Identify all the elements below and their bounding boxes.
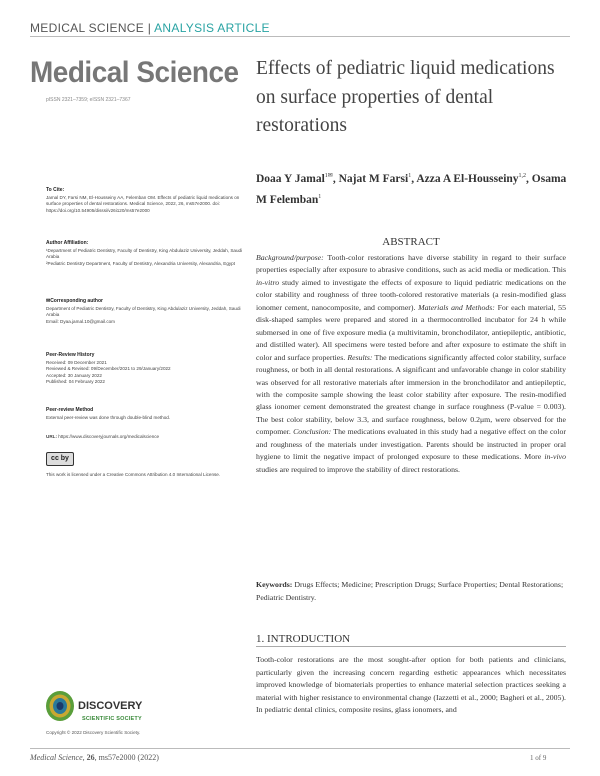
author-affiliation-mark: 1	[318, 193, 322, 200]
copyright-line: Copyright © 2022 Discovery Scientific Society.	[46, 730, 141, 735]
abstract-text: Tooth-color restorations have diverse stability in regard to their surface properties especially after exposure to abrasive conditions, such as acid media or medication. This	[256, 253, 566, 275]
author-separator: ,	[526, 172, 532, 185]
author-separator: ,	[332, 172, 339, 185]
article-title: Effects of pediatric liquid medications on surface properties of dental restorations	[256, 58, 555, 136]
abstract-heading: ABSTRACT	[382, 236, 440, 248]
url-label: URL:	[46, 434, 57, 439]
cc-license-icon[interactable]: cc by	[46, 452, 74, 466]
method-label: Peer-review Method	[46, 407, 94, 413]
method-text: External peer-review was done through double-blind method.	[46, 414, 171, 420]
peer-review-history	[46, 352, 246, 386]
author-affiliation-mark: 1	[408, 173, 412, 179]
issn-line: pISSN 2321–7359; eISSN 2321–7367	[46, 97, 131, 103]
introduction-heading: 1. INTRODUCTION	[256, 633, 351, 645]
abstract-paragraph	[256, 252, 566, 476]
abstract-text: studies are required to improve the stability of direct restorations.	[256, 464, 460, 474]
article-type: ANALYSIS ARTICLE	[154, 21, 270, 35]
journal-url-link[interactable]: https://www.discoveryjournals.org/medicalscience	[58, 434, 160, 439]
results-label: Results:	[347, 352, 373, 362]
history-received: Received: 09 December 2021	[46, 359, 107, 365]
license-text	[46, 472, 246, 479]
abstract-text: The medications evaluated in this study had a negative effect on the color and roughness of the materials under investigation. Parents should be instructed in proper oral hygiene to limit the negative impact of prolonged exposure to these medications. More	[256, 427, 566, 462]
author-list	[256, 167, 576, 209]
abstract-text: For each material, 55 disk-shaped samples were prepared and stored in a thermocontrolled incubator for 24 h while submersed in one of five exposure media (a multivitamin, bronchodilator, antiepileptic, antibiotic, and distilled water). All specimens were tested before and after exposure to estimate the shift in color and surface properties.	[256, 302, 566, 362]
cite-text: Jamal DY, Farsi NM, El-Housseiny AA, Felemban OM. Effects of pediatric liquid medications on surface properties of dental restorations. Medical Science, 2022, 26, ms57e2000. doi: https://doi.org/10.54905/disssi/v26i120/ms57e2000	[46, 194, 240, 213]
footer-article-id: , ms57e2000 (2022)	[94, 753, 159, 762]
footer-volume: 26	[86, 753, 95, 762]
abstract-text: The medications significantly affected color stability, surface roughness, or both in all dental restorations. A significant and unfavorable change in color stability was observed for all restorative materials after immersion in the bronchodilator and antiepileptic, with the composite sample showing the least color stability after exposure. The resin-modified glass ionomer cement demonstrated the greatest change in surface roughness (P-value = 0.003). The best color stability, below 3.3, and surface roughness, below 0.2μm, were observed for the compomer.	[256, 352, 566, 437]
url-block	[46, 434, 246, 441]
affiliation-block	[46, 240, 246, 267]
abstract-italic: in-vivo	[544, 452, 566, 462]
journal-category: MEDICAL SCIENCE	[30, 21, 145, 35]
cite-label: To Cite:	[46, 187, 65, 193]
introduction-body	[256, 654, 566, 717]
affiliation-1: ¹Department of Pediatric Dentistry, Faculty of Dentistry, King Abdulaziz University, Jeddah, Saudi Arabia	[46, 247, 243, 259]
author-affiliation-mark: 1✉	[324, 173, 333, 179]
author-name[interactable]: Najat M Farsi	[338, 172, 409, 185]
history-label: Peer-Review History	[46, 352, 95, 358]
author-separator: ,	[411, 172, 417, 185]
keywords-block	[256, 579, 566, 604]
peer-review-method	[46, 407, 246, 421]
conclusion-label: Conclusion:	[293, 427, 332, 437]
affiliation-2: ²Pediatric Dentistry Department, Faculty of Dentistry, Alexandria University, Alexandria, Egypt	[46, 260, 236, 266]
author-name[interactable]: Doaa Y Jamal	[256, 172, 325, 185]
author-affiliation-mark: 1,2	[518, 173, 527, 179]
footer-divider	[30, 748, 570, 749]
journal-logo: Medical Science	[30, 56, 239, 89]
author-name[interactable]: Osama M Felemban	[256, 172, 567, 206]
history-published: Published: 04 February 2022	[46, 379, 105, 384]
citation-block	[46, 187, 246, 214]
methods-label: Materials and Methods:	[418, 302, 495, 312]
history-accepted: Accepted: 30 January 2022	[46, 372, 102, 378]
background-label: Background/purpose:	[256, 253, 324, 262]
header-separator: |	[147, 21, 152, 35]
abstract-text: study aimed to investigate the effects of exposure to liquid pediatric medications on the color stability and roughness of three tooth-colored restorative materials (a resin-modified glass ionomer cement, nanocomposite, and compomer).	[256, 277, 566, 312]
peacock-feather-icon	[44, 690, 76, 724]
abstract-italic: in-vitro	[256, 277, 280, 287]
corresponding-text: Department of Pediatric Dentistry, Faculty of Dentistry, King Abdulaziz University, Jeddah, Saudi Arabia	[46, 305, 241, 317]
abstract-body	[256, 252, 566, 476]
footer-journal: Medical Science,	[30, 753, 85, 762]
page-number: 1 of 9	[530, 754, 547, 762]
header-divider	[30, 36, 570, 37]
author-name[interactable]: Azza A El-Housseiny	[416, 172, 519, 185]
journal-header	[30, 21, 270, 35]
history-reviewed: Reviewed & Revised: 09/December/2021 to 29/January/2022	[46, 366, 171, 371]
introduction-paragraph: Tooth-color restorations are the most sought-after option for both patients and clinicians, particularly given the increasing concern regarding esthetic appearances which necessitates improved knowledge of biomaterials properties to enhance material selection practices seeking a material with higher resistance to environmental change (Iazzetti et al., 2000; Bagheri et al., 2005). In pediatric dental clinics, composite resins, glass ionomers, and	[256, 655, 566, 714]
keywords-text: Drugs Effects; Medicine; Prescription Drugs; Surface Properties; Dental Restorations; Pediatric Dentistry.	[256, 580, 564, 602]
publisher-name: DISCOVERY	[78, 700, 143, 712]
license-statement: This work is licensed under a Creative Commons Attribution 4.0 International License.	[46, 472, 221, 477]
keywords-label: Keywords:	[256, 580, 293, 589]
footer-citation	[30, 753, 159, 762]
introduction-divider	[256, 646, 566, 647]
corresponding-email[interactable]: Email: Dyaa.jamal.10@gmail.com	[46, 318, 115, 324]
corresponding-author-block	[46, 298, 246, 325]
publisher-subtitle: SCIENTIFIC SOCIETY	[82, 716, 142, 722]
corresponding-label: ✉Corresponding author	[46, 298, 103, 304]
affiliation-label: Author Affiliation:	[46, 240, 89, 246]
